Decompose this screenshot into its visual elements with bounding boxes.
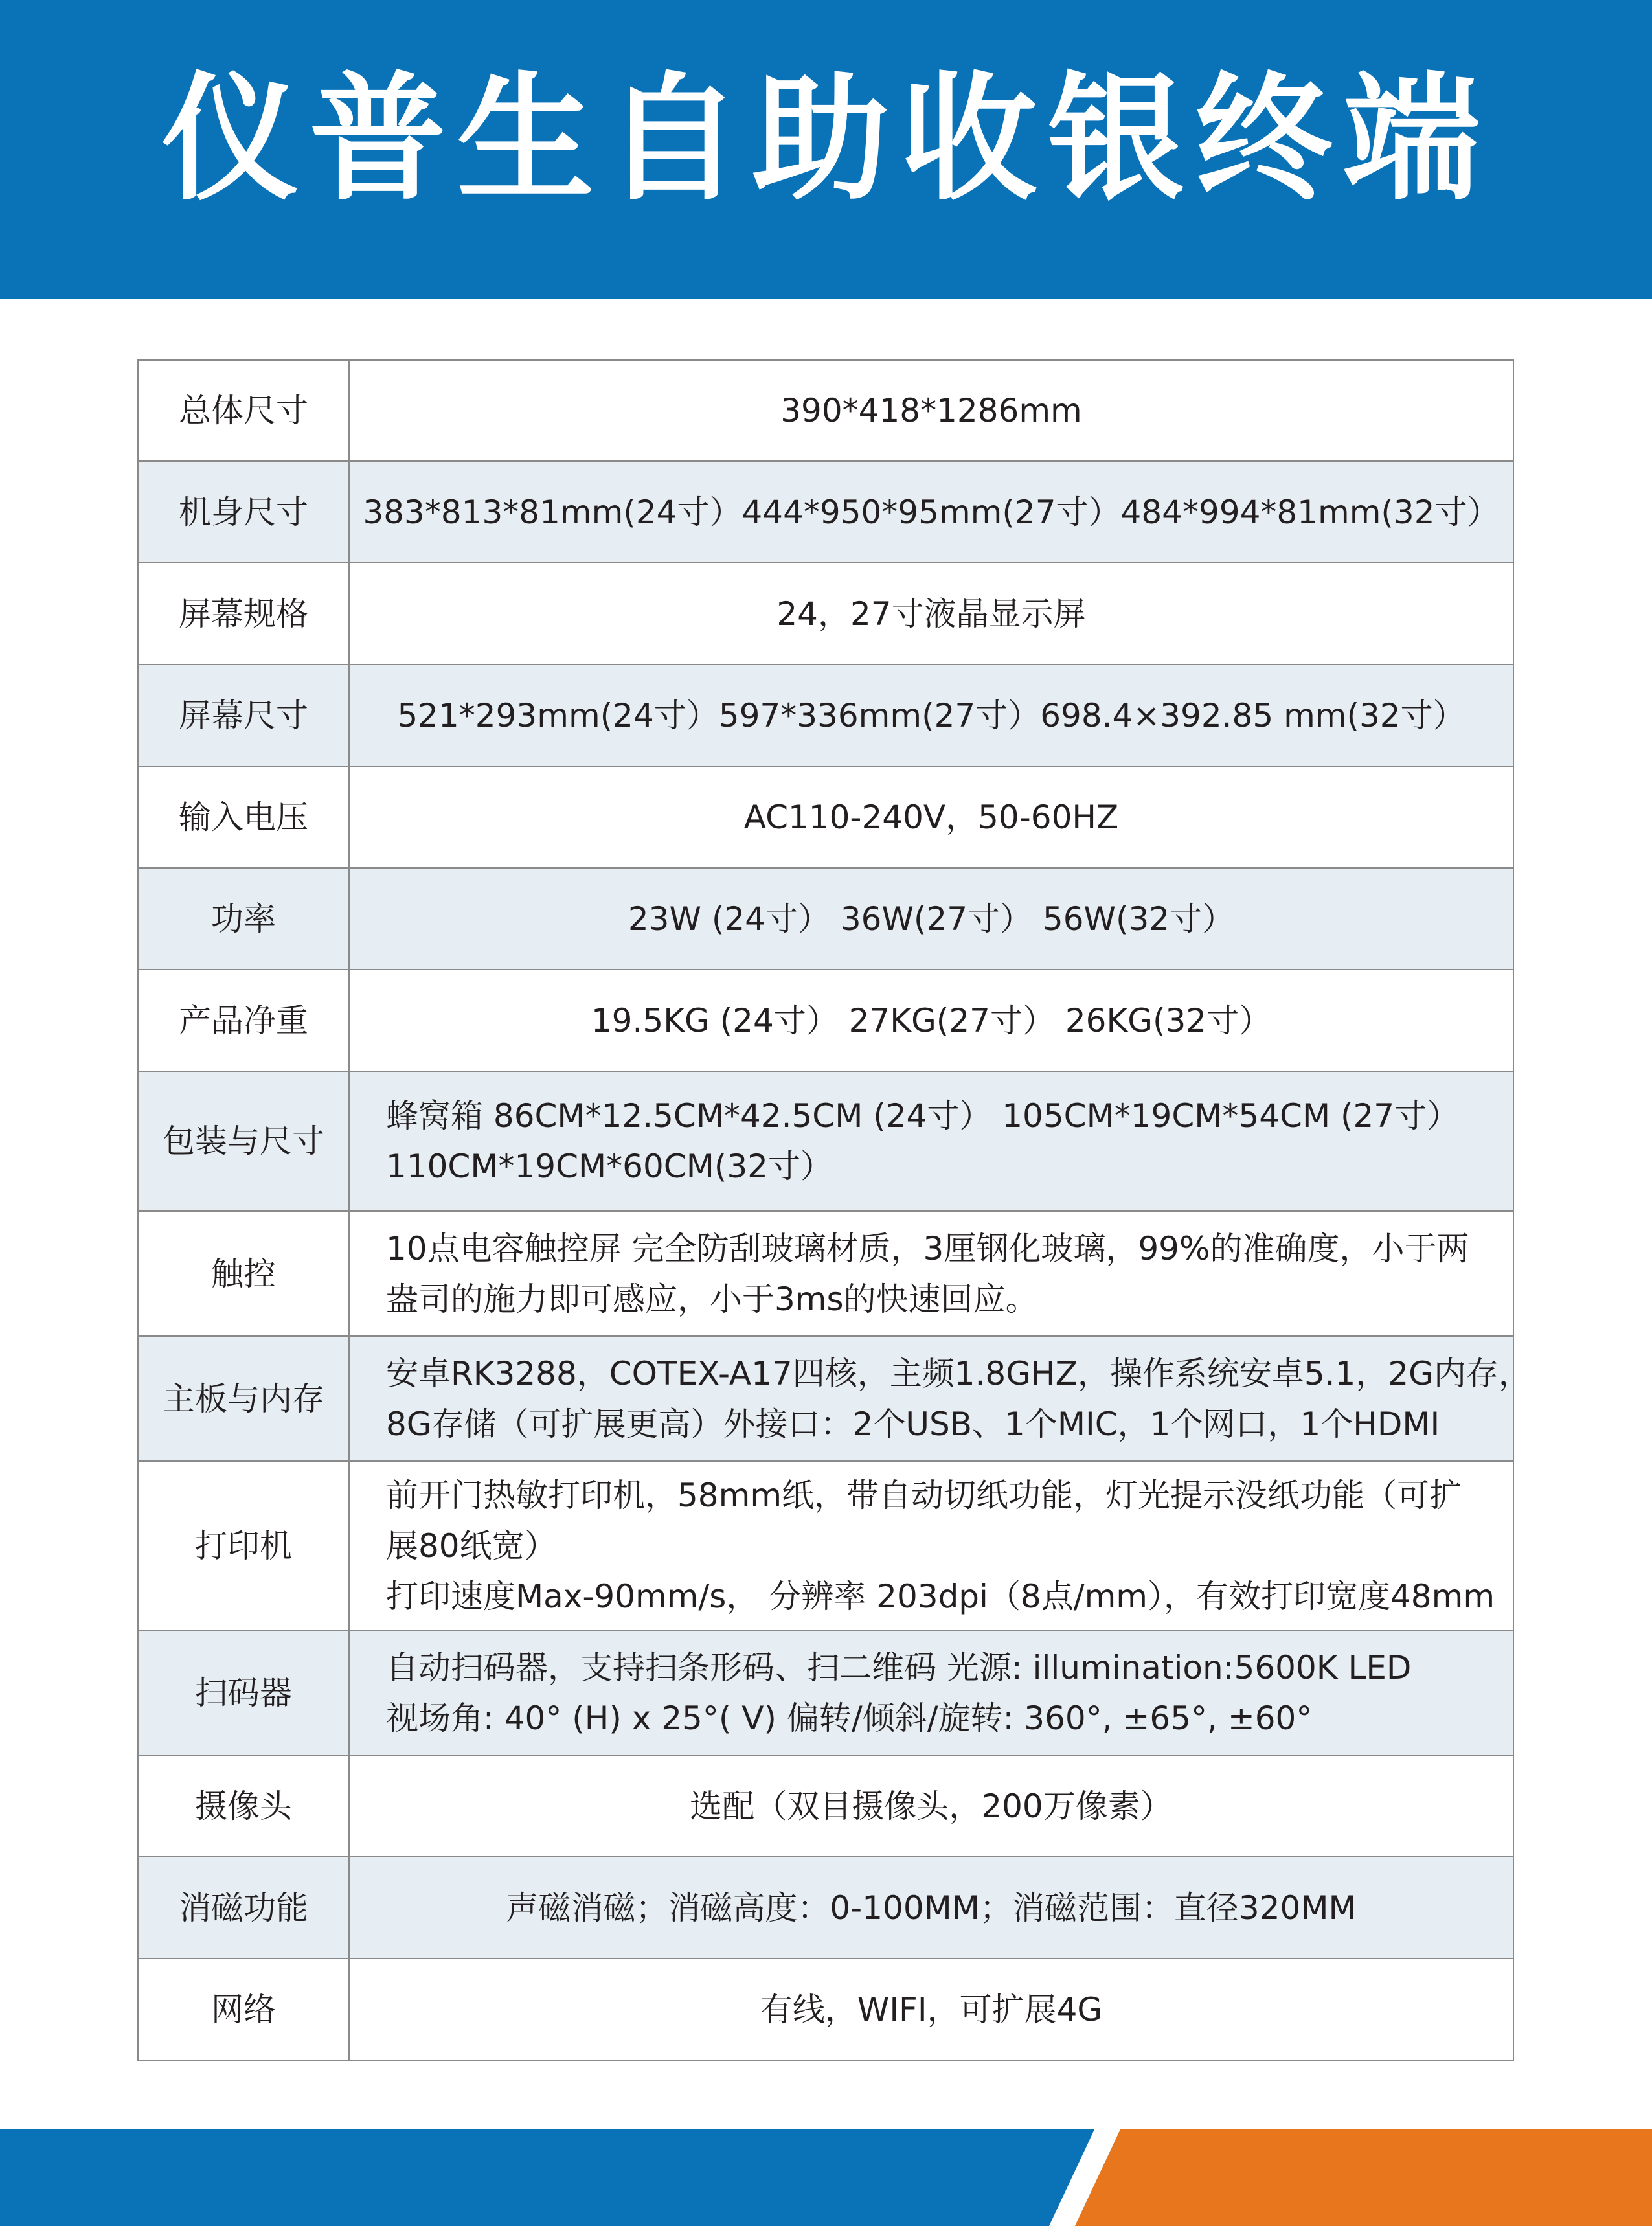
spec-value-line: 自动扫码器，支持扫条形码、扫二维码 光源: illumination:5600K LED: [386, 1648, 1412, 1687]
header-banner: [0, 0, 1652, 299]
spec-row: [138, 360, 1513, 461]
spec-label: 网络: [138, 1959, 349, 2060]
spec-value-line: 打印速度Max-90mm/s， 分辨率 203dpi（8点/mm），有效打印宽度48mm: [386, 1577, 1495, 1615]
spec-row: [138, 1857, 1513, 1959]
spec-row: [138, 970, 1513, 1071]
spec-value-line: 110CM*19CM*60CM(32寸）: [386, 1148, 833, 1185]
spec-value-line: 383*813*81mm(24寸）444*950*95mm(27寸）484*994*81mm(32寸）: [363, 493, 1500, 531]
spec-row: [138, 1336, 1513, 1461]
spec-value: [349, 1336, 1531, 1461]
spec-value-line: AC110-240V，50-60HZ: [743, 798, 1119, 836]
spec-value: [349, 461, 1513, 563]
spec-row: [138, 766, 1513, 868]
spec-value-line: 24，27寸液晶显示屏: [776, 595, 1086, 633]
spec-value: [349, 970, 1513, 1071]
spec-value: [349, 1857, 1513, 1959]
spec-row: [138, 664, 1513, 766]
spec-value-line: 视场角: 40° (H) x 25°( V) 偏转/倾斜/旋转: 360°, ±65°, ±60°: [386, 1699, 1313, 1737]
spec-value-line: 10点电容触控屏 完全防刮玻璃材质，3厘钢化玻璃，99%的准确度，小于两: [386, 1229, 1469, 1267]
spec-label: 触控: [138, 1211, 349, 1336]
spec-value-line: 有线，WIFI，可扩展4G: [760, 1990, 1103, 2028]
spec-row: [138, 563, 1513, 664]
spec-label: 机身尺寸: [138, 461, 349, 563]
spec-label: 输入电压: [138, 766, 349, 868]
spec-row: [138, 1959, 1513, 2060]
spec-table-body: [138, 360, 1531, 2060]
spec-value-line: 展80纸宽）: [386, 1527, 557, 1565]
spec-value-line: 前开门热敏打印机，58mm纸，带自动切纸功能，灯光提示没纸功能（可扩: [386, 1476, 1462, 1514]
spec-row: [138, 868, 1513, 970]
spec-label: 摄像头: [138, 1755, 349, 1857]
spec-table: [137, 359, 1531, 2061]
spec-value: [349, 1959, 1513, 2060]
spec-label: 主板与内存: [138, 1336, 349, 1461]
spec-value-line: 盎司的施力即可感应，小于3ms的快速回应。: [386, 1280, 1038, 1318]
spec-value: [349, 766, 1513, 868]
spec-value-line: 521*293mm(24寸）597*336mm(27寸）698.4×392.85 mm(32寸）: [397, 696, 1465, 734]
spec-label: 打印机: [138, 1461, 349, 1630]
spec-label: 产品净重: [138, 970, 349, 1071]
spec-value: [349, 1755, 1513, 1857]
spec-value: [349, 868, 1513, 970]
spec-value: [349, 1461, 1513, 1630]
page-title: 仪普生自助收银终端: [161, 59, 1491, 219]
spec-label: 屏幕尺寸: [138, 664, 349, 766]
spec-row: [138, 1630, 1513, 1755]
spec-label: 消磁功能: [138, 1857, 349, 1959]
spec-value-line: 蜂窝箱 86CM*12.5CM*42.5CM (24寸） 105CM*19CM*54CM (27寸）: [386, 1097, 1460, 1135]
spec-label: 屏幕规格: [138, 563, 349, 664]
spec-value-line: 19.5KG (24寸） 27KG(27寸） 26KG(32寸）: [591, 1001, 1272, 1039]
spec-label: 总体尺寸: [138, 360, 349, 461]
spec-value-line: 390*418*1286mm: [780, 392, 1082, 429]
spec-row: [138, 1461, 1513, 1630]
spec-label: 功率: [138, 868, 349, 970]
spec-value: [349, 1630, 1513, 1755]
spec-label: 包装与尺寸: [138, 1071, 349, 1211]
spec-value-line: 23W (24寸） 36W(27寸） 56W(32寸）: [628, 900, 1235, 938]
spec-value-line: 安卓RK3288，COTEX-A17四核，主频1.8GHZ，操作系统安卓5.1，2G内存，: [386, 1354, 1531, 1392]
spec-row: [138, 1071, 1513, 1211]
spec-value-line: 选配（双目摄像头，200万像素）: [690, 1787, 1173, 1825]
spec-row: [138, 1755, 1513, 1857]
spec-row: [138, 461, 1513, 563]
spec-value: [349, 563, 1513, 664]
spec-value: [349, 664, 1513, 766]
spec-row: [138, 1211, 1513, 1336]
spec-value: [349, 1071, 1513, 1211]
spec-value-line: 声磁消磁；消磁高度：0-100MM；消磁范围：直径320MM: [506, 1889, 1357, 1927]
spec-label: 扫码器: [138, 1630, 349, 1755]
spec-value: [349, 360, 1513, 461]
spec-value: [349, 1211, 1513, 1336]
spec-value-line: 8G存储（可扩展更高）外接口：2个USB、1个MIC，1个网口，1个HDMI: [386, 1405, 1440, 1443]
